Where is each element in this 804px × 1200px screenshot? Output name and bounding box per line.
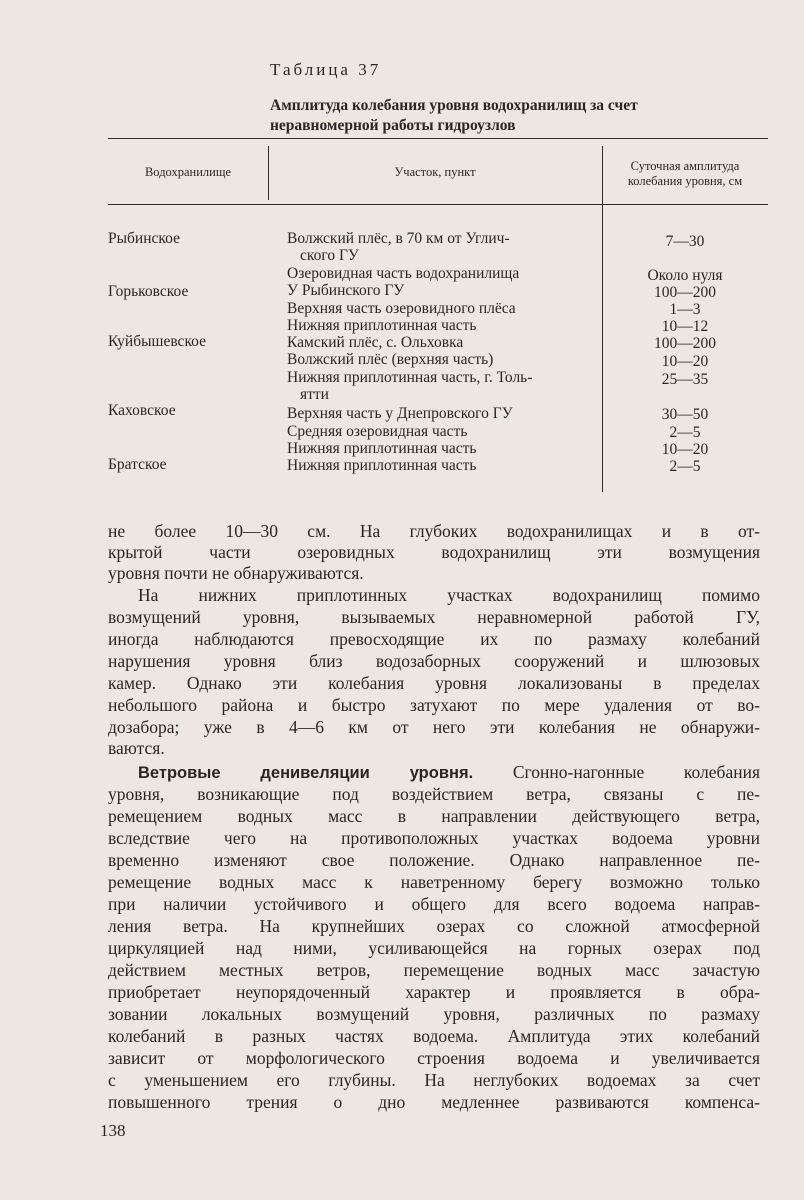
header-reservoir: Водохранилище [144,165,232,179]
header-amplitude-line1: Суточная амплитуда [630,159,740,173]
body-line-with-heading [108,762,760,783]
table-row-amplitude: 1—3 [669,301,701,318]
table-row-amplitude: 10—12 [661,318,709,335]
body-line: камер. Однако эти колебания уровня локализованы в пределах [108,673,760,693]
table-row-section: Волжский плёс, в 70 км от Углич- [287,230,510,247]
header-amplitude [602,159,768,189]
body-line: ремещение водных масс к наветренному берегу возможно только [108,872,760,892]
table-row-reservoir: Братское [108,456,167,473]
body-line: На нижних приплотинных участках водохранилищ помимо [138,585,760,605]
table-row-section: Верхняя часть озеровидного плёса [287,300,516,317]
table-row-amplitude: 7—30 [665,233,705,250]
body-line: циркуляцией над ними, усиливающейся на горных озерах под [108,938,760,958]
table-row-amplitude: 10—20 [661,441,709,458]
body-line: колебаний в разных частях водоема. Амплитуда этих колебаний [108,1026,760,1046]
body-line: возмущений уровня, вызываемых неравномерной работой ГУ, [108,607,760,627]
table-row-amplitude: 100—200 [654,335,716,352]
table-row-section: Верхняя часть у Днепровского ГУ [287,405,513,422]
body-line: ления ветра. На крупнейших озерах со сложной атмосферной [108,916,760,936]
table-label: Таблица 37 [270,60,382,79]
body-line: уровня почти не обнаруживаются. [108,563,364,583]
body-line: небольшого района и быстро затухают по мере удаления от во- [108,695,760,715]
section-heading: Ветровые денивеляции уровня. [138,764,474,782]
body-line: крытой части озеровидных водохранилищ эти возмущения [108,542,760,562]
table-row-section: Средняя озеровидная часть [287,423,468,440]
body-line: уровня, возникающие под воздействием ветра, связаны с пе- [108,784,760,804]
body-line: временно изменяют свое положение. Однако направленное пе- [108,850,760,870]
header-section: Участок, пункт [394,165,476,179]
table-row-amplitude: 25—35 [661,371,709,388]
body-line-rest: Сгонно-нагонные колебания [512,762,761,782]
body-line: ваются. [108,738,165,758]
table-row-section: Нижняя приплотинная часть [287,440,477,457]
table-row-reservoir: Рыбинское [108,230,180,247]
table-row-section: У Рыбинского ГУ [287,282,405,299]
table-row-section: Камский плёс, с. Ольховка [287,334,464,351]
table-row-amplitude: Около нуля [647,267,723,284]
body-line: нарушения уровня близ водозаборных сооружений и шлюзовых [108,651,760,671]
body-line: дозабора; уже в 4—6 км от него эти колебания не обнаружи- [108,717,760,737]
table-row-reservoir: Каховское [108,402,176,419]
body-line: с уменьшением его глубины. На неглубоких водоемах за счет [108,1070,760,1090]
body-line: зовании локальных возмущений уровня, различных по размаху [108,1004,760,1024]
table-row-amplitude: 100—200 [654,284,716,301]
table-row-section: ятти [300,386,329,403]
table-row-section: Нижняя приплотинная часть, г. Толь- [287,369,533,386]
table-row-amplitude: 2—5 [669,458,701,475]
table-row-reservoir: Куйбышевское [108,333,207,350]
header-amplitude-line2: колебания уровня, см [627,174,743,188]
table-top-rule [108,138,768,139]
table-row-section: ского ГУ [300,247,359,264]
table-row-section: Озеровидная часть водохранилища [287,265,520,282]
body-line: повышенного трения о дно медленнее развиваются компенса- [108,1092,760,1112]
body-line: вследствие чего на противоположных участках водоема уровни [108,828,760,848]
page-number: 138 [100,1121,126,1140]
body-line: зависит от морфологического строения водоема и увеличивается [108,1048,760,1068]
table-row-amplitude: 30—50 [661,406,709,423]
table-row-section: Нижняя приплотинная часть [287,457,477,474]
table-title: Амплитуда колебания уровня водохранилищ за счет неравномерной работы гидроузлов [270,97,638,134]
body-line: иногда наблюдаются превосходящие их по размаху колебаний [108,629,760,649]
table-row-amplitude: 10—20 [661,353,709,370]
body-line: ремещением водных масс в направлении действующего ветра, [108,806,760,826]
table-row-section: Нижняя приплотинная часть [287,317,477,334]
table-row-reservoir: Горьковское [108,283,189,300]
table-row-section: Волжский плёс (верхняя часть) [287,351,494,368]
body-line: действием местных ветров, перемещение водных масс зачастую [108,960,760,980]
body-line: при наличии устойчивого и общего для всего водоема направ- [108,894,760,914]
table-header-rule [108,204,768,205]
header-divider-2 [602,146,603,492]
table-row-amplitude: 2—5 [669,424,701,441]
body-line: приобретает неупорядоченный характер и проявляется в обра- [108,982,760,1002]
body-line: не более 10—30 см. На глубоких водохранилищах и в от- [108,521,760,541]
